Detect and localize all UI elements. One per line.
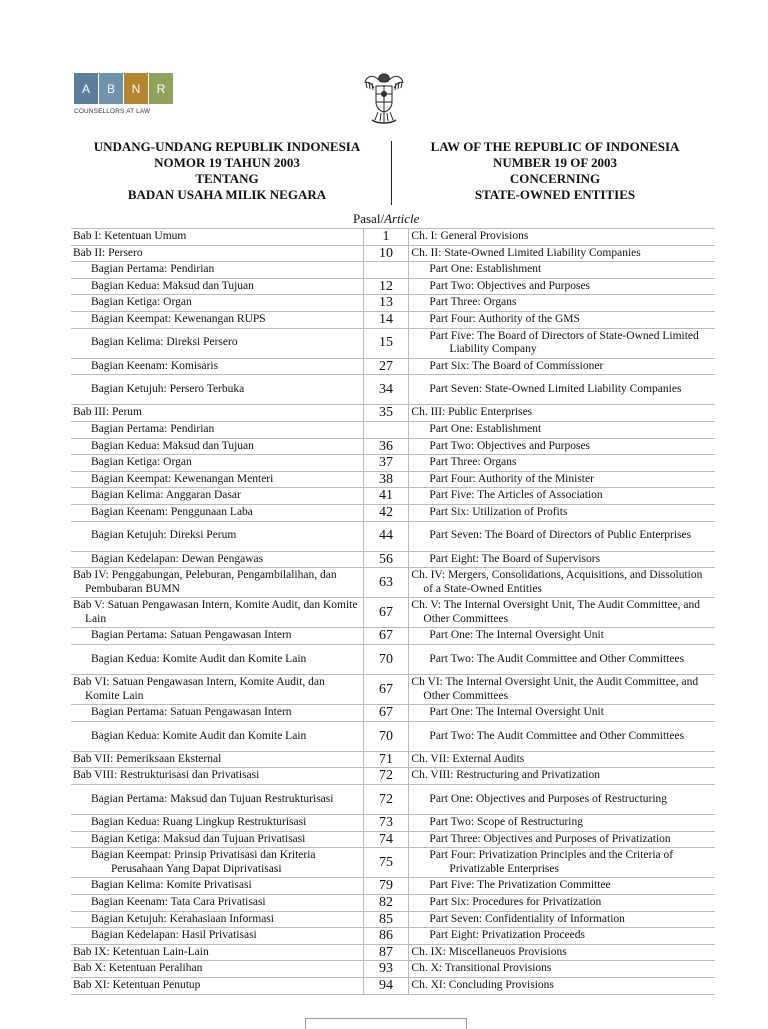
table-row (71, 911, 715, 928)
part-title-en (409, 455, 715, 472)
table-row (71, 421, 715, 438)
part-title-id (71, 262, 363, 279)
part-title-en (409, 848, 715, 878)
row-label-en: Part Two: Objectives and Purposes (429, 279, 591, 292)
row-label-en: Ch. IX: Miscellaneuos Provisions (411, 945, 567, 958)
article-number: 42 (363, 504, 409, 521)
row-label-en: Ch. II: State-Owned Limited Liability Companies (411, 246, 641, 259)
chapter-title-en (409, 961, 715, 978)
title-line: STATE-OWNED ENTITIES (474, 187, 636, 202)
part-title-en (409, 421, 715, 438)
part-title-id (71, 878, 363, 895)
table-row (71, 471, 715, 488)
table-row (71, 405, 715, 422)
table-row (71, 977, 715, 994)
row-label-en: Part Eight: The Board of Supervisors (429, 552, 601, 565)
part-title-id (71, 295, 363, 312)
chapter-title-id (71, 405, 363, 422)
article-number: 44 (363, 521, 409, 551)
row-label-id: Bagian Ketiga: Organ (91, 456, 192, 469)
chapter-title-en (409, 405, 715, 422)
row-label-id: Bab V: Satuan Pengawasan Intern, Komite Audit, dan Komite Lain (73, 599, 358, 625)
article-number: 15 (363, 328, 409, 358)
part-title-id (71, 278, 363, 295)
row-label-id: Bagian Kelima: Anggaran Dasar (91, 489, 241, 502)
row-label-id: Bagian Kelima: Direksi Persero (91, 336, 238, 349)
part-title-id (71, 721, 363, 751)
part-title-en (409, 551, 715, 568)
row-label-en: Part Three: Organs (429, 296, 517, 309)
row-label-id: Bagian Pertama: Pendirian (91, 263, 215, 276)
part-title-en (409, 488, 715, 505)
row-label-en: Part Seven: State-Owned Limited Liability Companies (429, 383, 682, 396)
article-number: 56 (363, 551, 409, 568)
table-row (71, 878, 715, 895)
chapter-title-en (409, 675, 715, 705)
article-number: 67 (363, 705, 409, 722)
row-label-id: Bab IX: Ketentuan Lain-Lain (73, 945, 209, 958)
part-title-en (409, 262, 715, 279)
row-label-id: Bagian Kedelapan: Hasil Privatisasi (91, 929, 257, 942)
table-row (71, 358, 715, 375)
row-label-id: Bagian Keenam: Tata Cara Privatisasi (91, 896, 266, 908)
chapter-title-id (71, 675, 363, 705)
article-number: 73 (363, 815, 409, 832)
row-label-id: Bab VI: Satuan Pengawasan Intern, Komite Audit, dan Komite Lain (73, 676, 325, 702)
row-label-en: Ch. I: General Provisions (411, 230, 529, 242)
article-number: 37 (363, 455, 409, 472)
article-number: 14 (363, 311, 409, 328)
part-title-en (409, 928, 715, 945)
row-label-id: Bagian Keempat: Kewenangan RUPS (91, 312, 266, 325)
table-row (71, 229, 715, 246)
table-row (71, 675, 715, 705)
chapter-title-en (409, 598, 715, 628)
title-english (396, 139, 714, 203)
chapter-title-id (71, 751, 363, 768)
row-label-id: Bagian Kedua: Komite Audit dan Komite Lain (91, 652, 307, 665)
part-title-id (71, 551, 363, 568)
article-number: 87 (363, 944, 409, 961)
part-title-en (409, 438, 715, 455)
part-title-en (409, 358, 715, 375)
toc-body (71, 229, 715, 995)
part-title-en (409, 328, 715, 358)
row-label-en: Part One: Establishment (429, 422, 542, 435)
part-title-id (71, 438, 363, 455)
article-number: 72 (363, 768, 409, 785)
row-label-id: Bagian Ketujuh: Direksi Perum (91, 529, 237, 542)
row-label-id: Bab IV: Penggabungan, Peleburan, Pengambilalihan, dan Pembubaran BUMN (73, 569, 337, 595)
row-label-id: Bab III: Perum (73, 406, 142, 419)
row-label-en: Part Seven: The Board of Directors of Public Enterprises (429, 529, 692, 542)
row-label-en: Part One: Establishment (429, 263, 542, 276)
row-label-id: Bab I: Ketentuan Umum (73, 230, 187, 242)
chapter-title-en (409, 229, 715, 246)
table-row (71, 328, 715, 358)
row-label-id: Bagian Pertama: Satuan Pengawasan Intern (91, 629, 292, 642)
article-number: 35 (363, 405, 409, 422)
row-label-en: Ch VI: The Internal Oversight Unit, the Audit Committee, and Other Committees (411, 676, 699, 702)
part-title-en (409, 278, 715, 295)
table-row (71, 551, 715, 568)
row-label-id: Bagian Pertama: Maksud dan Tujuan Restrukturisasi (91, 792, 334, 805)
table-row (71, 262, 715, 279)
part-title-id (71, 848, 363, 878)
part-title-en (409, 878, 715, 895)
title-line: UNDANG-UNDANG REPUBLIK INDONESIA (93, 139, 361, 154)
part-title-id (71, 471, 363, 488)
part-title-id (71, 455, 363, 472)
logo-letter-b: B (99, 73, 123, 104)
article-number: 75 (363, 848, 409, 878)
table-row (71, 295, 715, 312)
chapter-title-id (71, 768, 363, 785)
row-label-en: Part Two: The Audit Committee and Other Committees (429, 729, 685, 742)
article-number: 34 (363, 375, 409, 405)
logo-tagline: COUNSELLORS AT LAW (74, 108, 151, 115)
table-row (71, 645, 715, 675)
article-number: 82 (363, 895, 409, 912)
table-row (71, 705, 715, 722)
part-title-en (409, 831, 715, 848)
row-label-en: Part Five: The Privatization Committee (429, 879, 611, 892)
part-title-id (71, 488, 363, 505)
chapter-title-en (409, 568, 715, 598)
abnr-logo (74, 73, 174, 115)
part-title-id (71, 911, 363, 928)
table-row (71, 768, 715, 785)
part-title-id (71, 375, 363, 405)
row-label-en: Part Seven: Confidentiality of Information (429, 912, 625, 925)
article-number: 10 (363, 245, 409, 262)
row-label-id: Bagian Kedua: Maksud dan Tujuan (91, 279, 254, 292)
row-label-en: Part Five: The Board of Directors of State-Owned Limited Liability Company (429, 329, 699, 356)
article-number: 36 (363, 438, 409, 455)
row-label-id: Bagian Kedua: Ruang Lingkup Restrukturisasi (91, 816, 307, 829)
table-row (71, 245, 715, 262)
row-label-en: Part Four: Authority of the GMS (429, 312, 580, 325)
part-title-en (409, 504, 715, 521)
row-label-en: Part Four: Privatization Principles and the Criteria of Privatizable Enterprises (429, 849, 674, 875)
table-row (71, 815, 715, 832)
part-title-id (71, 928, 363, 945)
article-number: 70 (363, 721, 409, 751)
row-label-id: Bab XI: Ketentuan Penutup (73, 978, 201, 991)
table-row (71, 928, 715, 945)
row-label-id: Bagian Ketiga: Maksud dan Tujuan Privatisasi (91, 832, 306, 845)
table-row (71, 488, 715, 505)
table-row (71, 961, 715, 978)
row-label-en: Part Eight: Privatization Proceeds (429, 929, 585, 942)
title-line: NUMBER 19 OF 2003 (492, 155, 618, 170)
part-title-en (409, 911, 715, 928)
part-title-id (71, 328, 363, 358)
part-title-en (409, 471, 715, 488)
pasal-article-header (353, 211, 419, 227)
article-number: 12 (363, 278, 409, 295)
table-row (71, 598, 715, 628)
garuda-emblem-icon (363, 70, 405, 126)
part-title-en (409, 721, 715, 751)
part-title-id (71, 421, 363, 438)
table-row (71, 568, 715, 598)
article-number: 1 (363, 229, 409, 246)
row-label-id: Bagian Pertama: Satuan Pengawasan Intern (91, 706, 292, 719)
table-row (71, 455, 715, 472)
row-label-en: Ch. XI: Concluding Provisions (411, 978, 554, 991)
pasal-label: Pasal/ (353, 211, 385, 226)
table-row (71, 785, 715, 815)
part-title-id (71, 785, 363, 815)
article-number (363, 262, 409, 279)
article-number: 67 (363, 628, 409, 645)
row-label-id: Bagian Pertama: Pendirian (91, 422, 215, 435)
row-label-id: Bagian Keenam: Penggunaan Laba (91, 505, 253, 518)
logo-letter-boxes (74, 73, 174, 104)
table-row (71, 311, 715, 328)
row-label-en: Part Three: Objectives and Purposes of Privatization (429, 832, 671, 845)
article-number: 67 (363, 675, 409, 705)
row-label-id: Bagian Keenam: Komisaris (91, 359, 219, 372)
part-title-en (409, 785, 715, 815)
article-number: 71 (363, 751, 409, 768)
title-line: CONCERNING (509, 171, 601, 186)
logo-letter-r: R (149, 73, 173, 104)
row-label-id: Bagian Ketiga: Organ (91, 296, 192, 309)
row-label-id: Bab VII: Pemeriksaan Eksternal (73, 752, 222, 765)
article-number: 38 (363, 471, 409, 488)
table-row (71, 944, 715, 961)
row-label-id: Bab VIII: Restrukturisasi dan Privatisasi (73, 769, 260, 782)
article-number: 74 (363, 831, 409, 848)
row-label-id: Bagian Kedelapan: Dewan Pengawas (91, 552, 264, 565)
chapter-title-en (409, 751, 715, 768)
chapter-title-id (71, 245, 363, 262)
part-title-id (71, 705, 363, 722)
row-label-en: Part Six: Procedures for Privatization (429, 896, 602, 908)
table-row (71, 895, 715, 912)
table-row (71, 278, 715, 295)
chapter-title-id (71, 977, 363, 994)
title-indonesian (68, 139, 386, 203)
row-label-en: Part Four: Authority of the Minister (429, 472, 594, 485)
part-title-en (409, 705, 715, 722)
part-title-en (409, 375, 715, 405)
row-label-en: Part Three: Organs (429, 456, 517, 469)
article-number: 67 (363, 598, 409, 628)
article-number: 13 (363, 295, 409, 312)
row-label-id: Bagian Ketujuh: Kerahasiaan Informasi (91, 912, 274, 925)
article-number: 72 (363, 785, 409, 815)
chapter-title-id (71, 568, 363, 598)
part-title-id (71, 895, 363, 912)
chapter-title-id (71, 944, 363, 961)
table-row (71, 375, 715, 405)
row-label-en: Part One: The Internal Oversight Unit (429, 706, 604, 719)
article-number (363, 421, 409, 438)
part-title-id (71, 831, 363, 848)
chapter-title-id (71, 961, 363, 978)
row-label-en: Part Two: The Audit Committee and Other Committees (429, 652, 685, 665)
part-title-id (71, 628, 363, 645)
chapter-title-en (409, 977, 715, 994)
part-title-en (409, 311, 715, 328)
chapter-title-en (409, 944, 715, 961)
logo-letter-a: A (74, 73, 98, 104)
title-line: LAW OF THE REPUBLIC OF INDONESIA (430, 139, 680, 154)
part-title-id (71, 815, 363, 832)
part-title-id (71, 358, 363, 375)
chapter-title-id (71, 598, 363, 628)
row-label-en: Ch. V: The Internal Oversight Unit, The Audit Committee, and Other Committees (411, 599, 700, 625)
part-title-en (409, 521, 715, 551)
table-row (71, 628, 715, 645)
article-number: 93 (363, 961, 409, 978)
article-number: 63 (363, 568, 409, 598)
row-label-en: Part One: Objectives and Purposes of Restructuring (429, 792, 668, 805)
table-row (71, 721, 715, 751)
chapter-title-id (71, 229, 363, 246)
part-title-id (71, 521, 363, 551)
row-label-id: Bagian Keempat: Prinsip Privatisasi dan Kriteria Perusahaan Yang Dapat Diprivatisasi (91, 849, 316, 875)
row-label-en: Part Six: Utilization of Profits (429, 505, 568, 518)
table-of-contents (71, 228, 715, 995)
title-line: TENTANG (195, 171, 259, 186)
row-label-en: Part Two: Objectives and Purposes (429, 439, 591, 452)
row-label-en: Ch. VII: External Audits (411, 752, 525, 765)
row-label-en: Part Six: The Board of Commissioner (429, 359, 604, 372)
row-label-id: Bagian Kelima: Komite Privatisasi (91, 879, 252, 892)
article-number: 79 (363, 878, 409, 895)
chapter-title-en (409, 245, 715, 262)
row-label-en: Ch. III: Public Enterprises (411, 406, 533, 419)
part-title-id (71, 311, 363, 328)
title-line: NOMOR 19 TAHUN 2003 (154, 155, 300, 170)
part-title-en (409, 815, 715, 832)
chapter-title-en (409, 768, 715, 785)
part-title-en (409, 645, 715, 675)
article-number: 86 (363, 928, 409, 945)
article-number: 27 (363, 358, 409, 375)
article-label: Article (384, 211, 420, 226)
part-title-en (409, 628, 715, 645)
row-label-en: Ch. IV: Mergers, Consolidations, Acquisitions, and Dissolution of a State-Owned Entities (411, 569, 703, 595)
part-title-id (71, 504, 363, 521)
article-number: 85 (363, 911, 409, 928)
part-title-id (71, 645, 363, 675)
article-number: 41 (363, 488, 409, 505)
part-title-en (409, 295, 715, 312)
row-label-en: Ch. X: Transitional Provisions (411, 962, 552, 975)
row-label-en: Part One: The Internal Oversight Unit (429, 629, 604, 642)
table-row (71, 751, 715, 768)
row-label-en: Part Two: Scope of Restructuring (429, 816, 583, 829)
table-row (71, 504, 715, 521)
row-label-id: Bagian Ketujuh: Persero Terbuka (91, 383, 245, 396)
row-label-id: Bab II: Persero (73, 246, 143, 259)
table-row (71, 438, 715, 455)
part-title-en (409, 895, 715, 912)
row-label-en: Ch. VIII: Restructuring and Privatization (411, 769, 600, 782)
table-row (71, 848, 715, 878)
article-number: 94 (363, 977, 409, 994)
table-row (71, 831, 715, 848)
title-block (64, 139, 714, 207)
title-line: BADAN USAHA MILIK NEGARA (127, 187, 327, 202)
row-label-id: Bab X: Ketentuan Peralihan (73, 962, 203, 975)
row-label-en: Part Five: The Articles of Association (429, 489, 603, 502)
row-label-id: Bagian Keempat: Kewenangan Menteri (91, 472, 274, 485)
row-label-id: Bagian Kedua: Maksud dan Tujuan (91, 439, 254, 452)
logo-letter-n: N (124, 73, 148, 104)
row-label-id: Bagian Kedua: Komite Audit dan Komite Lain (91, 729, 307, 742)
title-divider (391, 141, 392, 205)
article-number: 70 (363, 645, 409, 675)
table-row (71, 521, 715, 551)
